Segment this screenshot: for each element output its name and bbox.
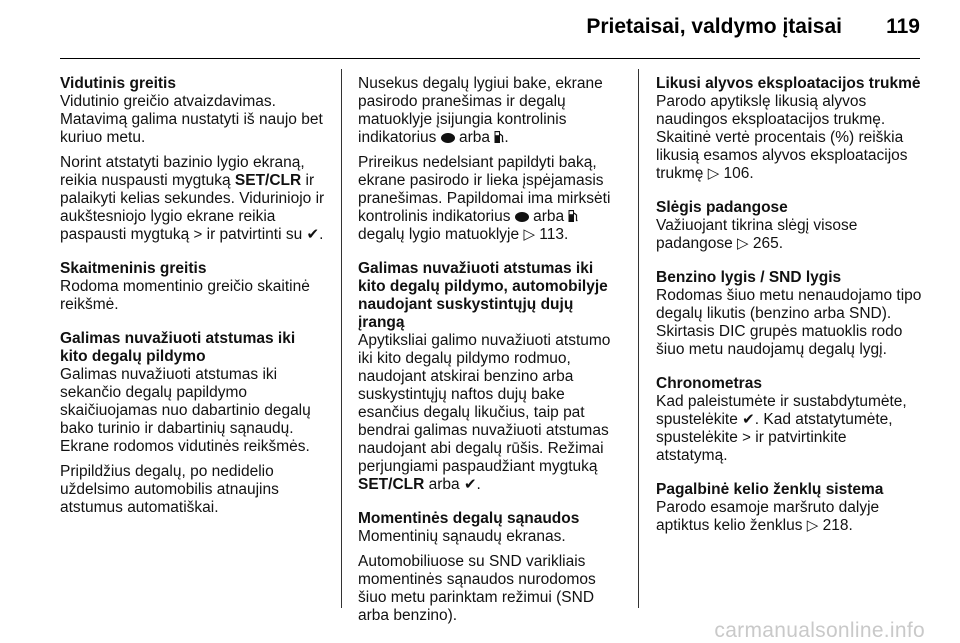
button-name-set-clr: SET/CLR [234, 172, 302, 189]
chevron-right-icon: > [193, 226, 203, 243]
column-3 [656, 75, 922, 542]
column-divider-2 [638, 69, 639, 608]
section-heading: Benzino lygis / SND lygis [656, 269, 842, 286]
paragraph: Automobiliuose su SND varikliais momentinės sąnaudos nurodomos šiuo metu parinktam režimui (SND arba benzino). [358, 553, 596, 624]
section-digital-speed [60, 260, 326, 314]
paragraph: Norint atstatyti bazinio lygio ekraną, reikia nuspausti mygtuką SET/CLR ir palaikyti kelias sekundes. Viduriniojo ir aukštesniojo lygio ekrane reikia paspausti mygtuką > ir patvirtinti su ✔. [60, 154, 325, 243]
paragraph: Apytiksliai galimo nuvažiuoti atstumo iki kito degalų pildymo rodmuo, naudojant atskirai benzino arba suskystintųjų naftos dujų bake esančius degalų likučius, taip pat bendrai galimas nuvažiuoti atstumas naudojant abi degalų rūšis. Režimai perjungiami paspaudžiant mygtuką SET/CLR arba ✔. [358, 332, 611, 493]
paragraph: Parodo esamoje maršruto dalyje aptiktus kelio ženklus ▷ 218. [656, 499, 880, 534]
column-1 [60, 75, 326, 524]
column-2 [358, 75, 624, 632]
reference-arrow-icon: ▷ [737, 235, 749, 252]
section-range [60, 330, 326, 517]
section-heading: Momentinės degalų sąnaudos [358, 510, 580, 527]
section-heading: Vidutinis greitis [60, 75, 176, 92]
checkmark-icon: ✔ [306, 226, 320, 243]
watermark-text: carmanualsonline.info [714, 619, 925, 642]
section-average-speed [60, 75, 326, 244]
section-oil-life [656, 75, 922, 183]
paragraph: Nusekus degalų lygiui bake, ekrane pasirodo pranešimas ir degalų matuoklyje įsijungia kontrolinis indikatorius arba . [358, 75, 603, 146]
section-heading: Skaitmeninis greitis [60, 260, 207, 277]
section-range-lpg [358, 260, 624, 494]
column-divider-1 [341, 69, 342, 608]
section-tyre-pressure [656, 199, 922, 253]
section-instant-consumption [358, 510, 624, 625]
paragraph: Rodoma momentinio greičio skaitinė reikšmė. [60, 278, 310, 313]
paragraph: Galimas nuvažiuoti atstumas iki sekančio degalų papildymo skaičiuojamas nuo dabartinio degalų bako turinio ir dabartinių sąnaudų. Ekrane rodomos vidutinės reikšmės. [60, 366, 311, 455]
section-stopwatch [656, 375, 922, 465]
fuel-pump-icon [494, 130, 504, 144]
section-heading: Pagalbinė kelio ženklų sistema [656, 481, 884, 498]
section-heading: Likusi alyvos eksploatacijos trukmė [656, 75, 921, 92]
section-heading: Slėgis padangose [656, 199, 788, 216]
section-traffic-sign-assistant [656, 481, 922, 535]
indicator-dot-icon [515, 212, 529, 222]
running-title: Prietaisai, valdymo įtaisai [586, 15, 842, 38]
checkmark-icon: ✔ [742, 411, 755, 428]
page-header [0, 0, 960, 60]
reference-arrow-icon: ▷ [806, 517, 819, 534]
paragraph: Momentinių sąnaudų ekranas. [358, 528, 566, 545]
page-number: 119 [886, 15, 920, 38]
paragraph: Pripildžius degalų, po nedidelio uždelsimo automobilis atnaujins atstumus automatiškai. [60, 463, 279, 516]
section-fuel-level [656, 269, 922, 359]
section-heading: Galimas nuvažiuoti atstumas iki kito degalų pildymo, automobilyje naudojant suskystintųjų dujų įrangą [358, 260, 608, 331]
fuel-pump-icon [568, 209, 578, 223]
section-heading: Galimas nuvažiuoti atstumas iki kito degalų pildymo [60, 330, 296, 365]
paragraph: Vidutinio greičio atvaizdavimas. Matavimą galima nustatyti iš naujo bet kuriuo metu. [60, 93, 323, 146]
paragraph: Važiuojant tikrina slėgį visose padangose ▷ 265. [656, 217, 858, 252]
paragraph: Prireikus nedelsiant papildyti baką, ekrane pasirodo ir lieka įspėjamasis pranešimas. Papildomai ima mirksėti kontrolinis indikatorius arba degalų lygio matuoklyje ▷ 113. [358, 154, 611, 243]
paragraph: Rodomas šiuo metu nenaudojamo tipo degalų likutis (benzino arba SND). Skirtasis DIC grupės matuoklis rodo šiuo metu naudojamų degalų lygį. [656, 287, 922, 358]
chevron-right-icon: > [742, 429, 751, 446]
indicator-dot-icon [441, 133, 455, 143]
paragraph: Parodo apytikslę likusią alyvos naudingos eksploatacijos trukmę. Skaitinė vertė procentais (%) reiškia likusią esamos alyvos eksploatacijos trukmę ▷ 106. [656, 93, 908, 182]
section-low-fuel [358, 75, 624, 244]
reference-arrow-icon: ▷ [707, 165, 720, 182]
section-heading: Chronometras [656, 375, 762, 392]
checkmark-icon: ✔ [463, 476, 477, 493]
header-divider [60, 58, 920, 59]
button-name-set-clr: SET/CLR [358, 476, 425, 493]
paragraph: Kad paleistumėte ir sustabdytumėte, spustelėkite ✔. Kad atstatytumėte, spustelėkite > ir patvirtinkite atstatymą. [656, 393, 907, 464]
reference-arrow-icon: ▷ [523, 226, 535, 243]
